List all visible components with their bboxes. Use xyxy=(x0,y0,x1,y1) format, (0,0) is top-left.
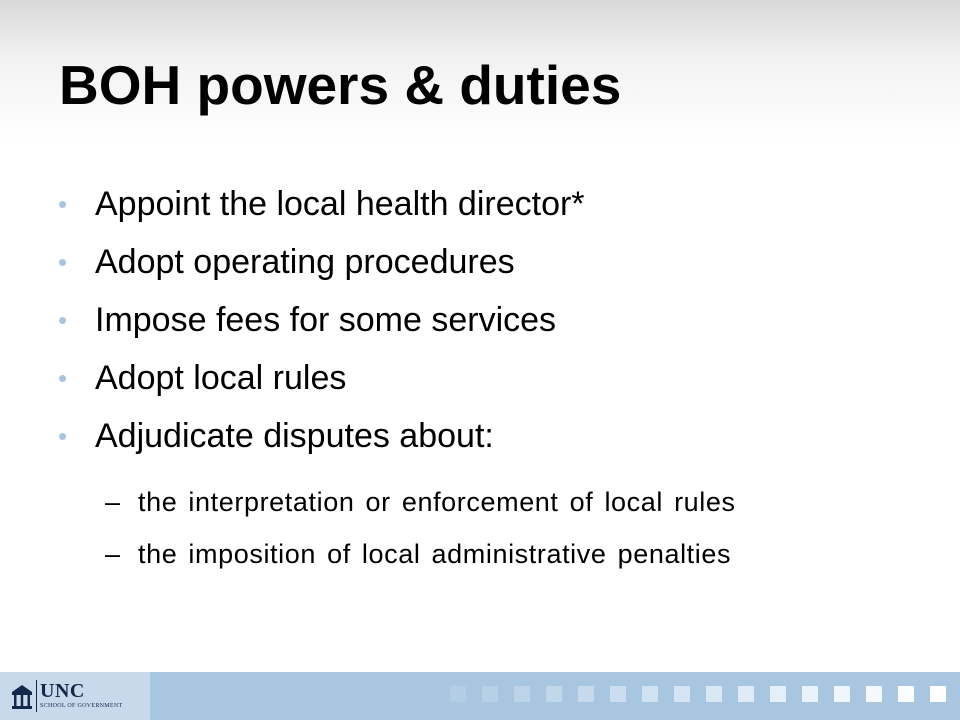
sub-bullet-text: the imposition of local administrative penalties xyxy=(138,539,732,569)
bullet-text: Adjudicate disputes about: xyxy=(95,417,494,455)
bullet-dot-icon: • xyxy=(58,247,68,277)
deco-square xyxy=(834,686,850,702)
deco-square xyxy=(514,686,530,702)
old-well-icon xyxy=(10,683,34,711)
bullet-item-adopt-rules xyxy=(58,358,585,416)
sub-bullet-list xyxy=(105,484,736,588)
deco-square xyxy=(642,686,658,702)
bullet-text: Adopt local rules xyxy=(95,359,347,397)
deco-square xyxy=(802,686,818,702)
bullet-text: Adopt operating procedures xyxy=(95,243,515,281)
deco-square xyxy=(482,686,498,702)
deco-square xyxy=(866,686,882,702)
deco-square xyxy=(738,686,754,702)
bullet-dot-icon: • xyxy=(58,189,68,219)
deco-square xyxy=(450,686,466,702)
deco-square xyxy=(930,686,946,702)
sub-bullet-penalties xyxy=(105,536,736,588)
logo-subtitle: SCHOOL OF GOVERNMENT xyxy=(40,703,123,709)
logo-name: UNC xyxy=(40,680,85,702)
bullet-dot-icon: • xyxy=(58,305,68,335)
deco-square xyxy=(898,686,914,702)
dash-icon: – xyxy=(105,539,121,569)
deco-square xyxy=(770,686,786,702)
bullet-list xyxy=(58,184,585,474)
deco-square xyxy=(674,686,690,702)
bullet-item-impose-fees xyxy=(58,300,585,358)
logo-divider xyxy=(36,680,38,712)
deco-square xyxy=(546,686,562,702)
bullet-text: Impose fees for some services xyxy=(95,301,557,339)
slide-title: BOH powers & duties xyxy=(59,54,622,116)
unc-logo xyxy=(0,672,150,720)
bullet-dot-icon: • xyxy=(58,363,68,393)
deco-square xyxy=(706,686,722,702)
bullet-text: Appoint the local health director* xyxy=(95,185,585,223)
sub-bullet-interpretation xyxy=(105,484,736,536)
bullet-item-adjudicate-disputes xyxy=(58,416,585,474)
bullet-item-adopt-procedures xyxy=(58,242,585,300)
bullet-dot-icon: • xyxy=(58,421,68,451)
deco-square xyxy=(610,686,626,702)
sub-bullet-text: the interpretation or enforcement of local rules xyxy=(138,487,736,517)
deco-square xyxy=(578,686,594,702)
bullet-item-appoint-director xyxy=(58,184,585,242)
dash-icon: – xyxy=(105,487,121,517)
